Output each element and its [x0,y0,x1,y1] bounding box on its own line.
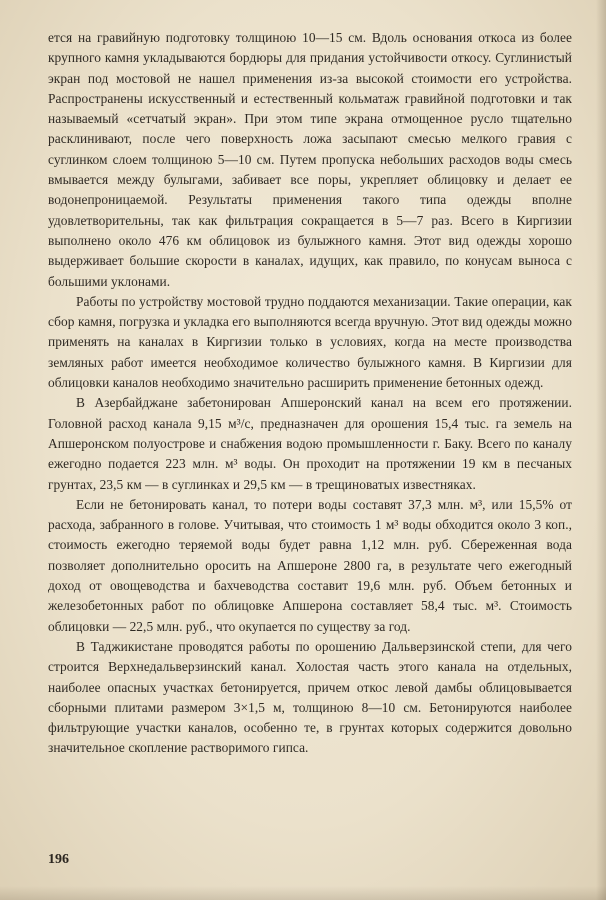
page-number: 196 [48,852,69,867]
paragraph-3: В Азербайджане забетонирован Апшеронский канал на всем его протяжении. Головной расход канала 9,15 м³/с, предназначен для орошения 15,4 тыс. га земель на Апшеронском полуострове и снабжения водою промышленности г. Баку. Всего по каналу ежегодно подается 223 млн. м³ воды. Он проходит на протяжении 19 км в песчаных грунтах, 23,5 км — в суглинках и 29,5 км — в трещиноватых известняках. [48,395,572,492]
paragraph-1: ется на гравийную подготовку толщиною 10—15 см. Вдоль основания откоса из более крупного камня укладываются бордюры для придания устойчивости откосу. Суглинистый экран под мостовой не нашел применения из-за высокой стоимости его устройства. Распространены искусственный и естественный кольматаж гравийной подготовки и так называемый «сетчатый экран». При этом типе экрана отмощенное русло тщательно расклинивают, после чего поверхность ложа засыпают смесью мелкого гравия с суглинком слоем толщиною 5—10 см. Путем пропуска небольших расходов воды смесь вмывается между булыгами, забивает все поры, укрепляет облицовку и делает ее водонепроницаемой. Результаты применения такого типа одежды вполне удовлетворительны, так как фильтрация сокращается в 5—7 раз. Всего в Киргизии выполнено около 476 км облицовок из булыжного камня. Этот вид одежды хорошо выдерживает большие скорости в каналах, идущих, как правило, по конусам выноса с большими уклонами. [48,30,572,289]
body-text [48,28,572,759]
paragraph-2: Работы по устройству мостовой трудно поддаются механизации. Такие операции, как сбор камня, погрузка и укладка его выполняются всегда вручную. Этот вид одежды можно применять на каналах в Киргизии только в условиях, когда на месте производства земляных работ имеется необходимое количество булыжного камня. В Киргизии для облицовки каналов необходимо значительно расширить применение бетонных одежд. [48,293,572,391]
paragraph-4: Если не бетонировать канал, то потери воды составят 37,3 млн. м³, или 15,5% от расхода, забранного в голове. Учитывая, что стоимость 1 м³ воды обходится около 3 коп., стоимость ежегодно теряемой воды будет равна 1,12 млн. руб. Сбереженная вода позволяет дополнительно оросить на Апшероне 2800 га, в результате чего ежегодный доход от овощеводства и бахчеводства составит 19,6 млн. руб. Объем бетонных и железобетонных работ по облицовке Апшерона составляет 58,4 тыс. м³. Стоимость облицовки — 22,5 млн. руб., что окупается по существу за год. [48,496,572,634]
page-bottom-shadow [0,886,606,900]
page-edge-shadow [596,0,606,900]
paragraph-5: В Таджикистане проводятся работы по орошению Дальверзинской степи, для чего строится Верхнедальверзинский канал. Холостая часть этого канала на отдельных, наиболее опасных участках бетонируется, причем откос левой дамбы облицовывается сборными плитами размером 3×1,5 м, толщиною 8—10 см. Бетонируются наиболее фильтрующие участки каналов, особенно те, в грунтах которых содержится довольно значительное скопление растворимого гипса. [48,638,572,756]
